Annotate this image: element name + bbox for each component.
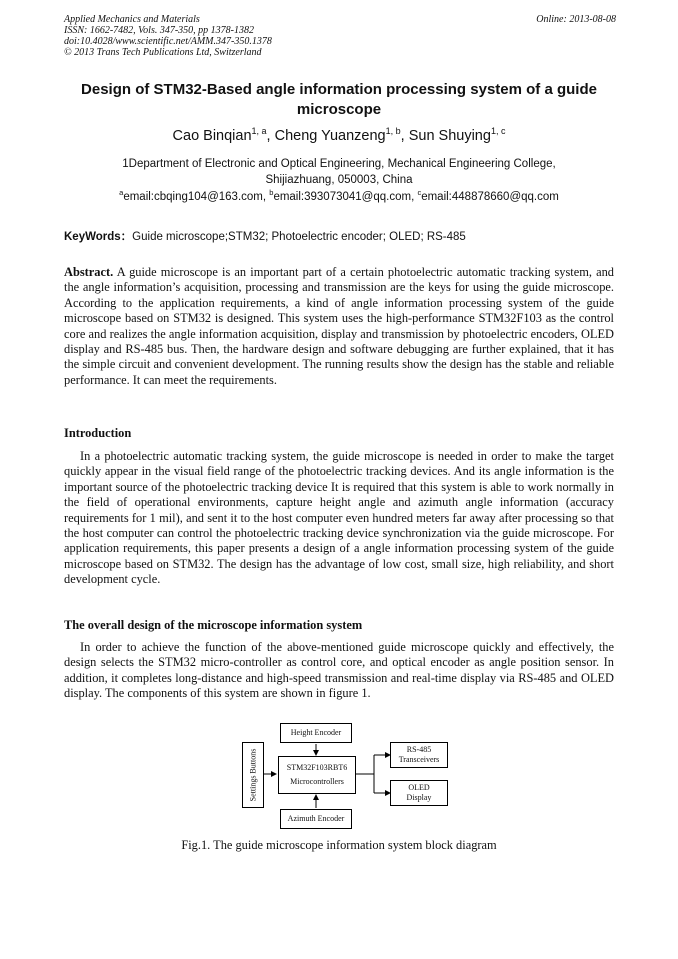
mcu-box [278,756,356,794]
email-mark: b [269,188,274,197]
overall-design-text: In order to achieve the function of the above-mentioned guide microscope quickly and effectively, the design selects the STM32 micro-controller as control core, and optical encoder as angle position sensor. In addition, it completes long-distance and high-speed transmission and real-time display via RS-485 and OLED display. The components of this system are shown in figure 1. [64,640,614,701]
journal-header [64,14,616,58]
journal-doi: doi:10.4028/www.scientific.net/AMM.347-350.1378 [64,36,272,47]
abstract [64,265,614,388]
journal-name: Applied Mechanics and Materials [64,14,200,25]
author-name: Cheng Yuanzeng [274,128,386,144]
height-encoder-box [280,723,352,743]
email-mark: c [417,188,422,197]
oled-label-line2: Display [406,793,432,802]
journal-copyright: © 2013 Trans Tech Publications Ltd, Switzerland [64,47,262,58]
journal-issn: ISSN: 1662-7482, Vols. 347-350, pp 1378-1382 [64,25,254,36]
online-date: Online: 2013-08-08 [536,14,616,25]
oled-box [390,780,448,806]
introduction-text: In a photoelectric automatic tracking system, the guide microscope is needed in order to make the target quickly appear in the visual field range of the photoelectric tracking devices. And its angle information is the important source of the photoelectric tracking device It is required that this system is able to work normally in the field of operational environments, capture height angle and azimuth angle information (accuracy requirements for 1 mil), and sent it to the host computer even hundred meters far away after processing so that the host computer can control the photoelectric tracking device synchronization via the guide microscope. For application requirements, this paper presents a design of a angle information processing system of the guide microscope based on STM32. The design has the advantage of low cost, small size, high reliability, and short development cycle. [64,449,614,587]
author-separator: , [266,128,275,144]
height-encoder-label: Height Encoder [290,728,342,737]
email-mark: a [119,188,124,197]
email-address[interactable]: email:393073041@qq.com [273,191,412,203]
abstract-label: Abstract. [64,265,114,279]
overall-design-heading: The overall design of the microscope information system [64,618,363,632]
figure-caption: Fig.1. The guide microscope information system block diagram [181,838,497,852]
author-affil-mark: 1, a [251,126,267,136]
keywords [64,228,616,244]
introduction-body [64,449,614,588]
keywords-label: KeyWords： [64,231,133,243]
block-diagram [238,718,458,830]
rs485-label-line1: RS-485 [406,745,432,754]
settings-buttons-box [242,742,264,808]
azimuth-encoder-box [280,809,352,829]
email-address[interactable]: email:448878660@qq.com [421,191,559,203]
rs485-box [390,742,448,768]
paper-title: Design of STM32-Based angle information processing system of a guide microscope [81,81,597,118]
settings-buttons-label: Settings Buttons [248,748,257,802]
keywords-text: Guide microscope;STM32; Photoelectric encoder; OLED; RS-485 [132,231,466,243]
author-affil-mark: 1, c [490,126,506,136]
rs485-label-line2: Transceivers [398,755,440,764]
author-list [64,128,614,144]
azimuth-encoder-label: Azimuth Encoder [287,814,345,823]
author-separator: , [400,128,409,144]
overall-design-body [64,640,614,702]
introduction-heading: Introduction [64,426,132,440]
author-name: Cao Binqian [172,128,252,144]
oled-label-line1: OLED [408,783,430,792]
author-affil-mark: 1, b [385,126,401,136]
mcu-label-line2: Microcontrollers [290,777,344,786]
affiliation-line: 1Department of Electronic and Optical Engineering, Mechanical Engineering College, [122,158,556,170]
mcu-label-line1: STM32F103RBT6 [286,763,348,772]
author-name: Sun Shuying [408,128,491,144]
abstract-text: A guide microscope is an important part of a certain photoelectric automatic tracking system, and the angle information’s acquisition, processing and transmission are the keys for using the guide microscope. According to the application requirements, a kind of angle information processing system of the guide microscope based on STM32 is designed. This system uses the high-performance STM32F103 as the control core and realizes the angle information acquisition, display and transmission by photoelectric encoders, OLED display and RS-485 bus. Then, the hardware design and software debugging are further explained, that it has the simple circuit and convenient development. The running results show the design has the stable and reliable performance. It can meet the requirements. [64,265,615,387]
affiliation [90,156,588,188]
email-list [64,188,614,203]
email-separator: , [262,191,270,203]
email-address[interactable]: email:cbqing104@163.com [123,191,263,203]
email-separator: , [411,191,418,203]
affiliation-line: Shijiazhuang, 050003, China [265,174,413,186]
